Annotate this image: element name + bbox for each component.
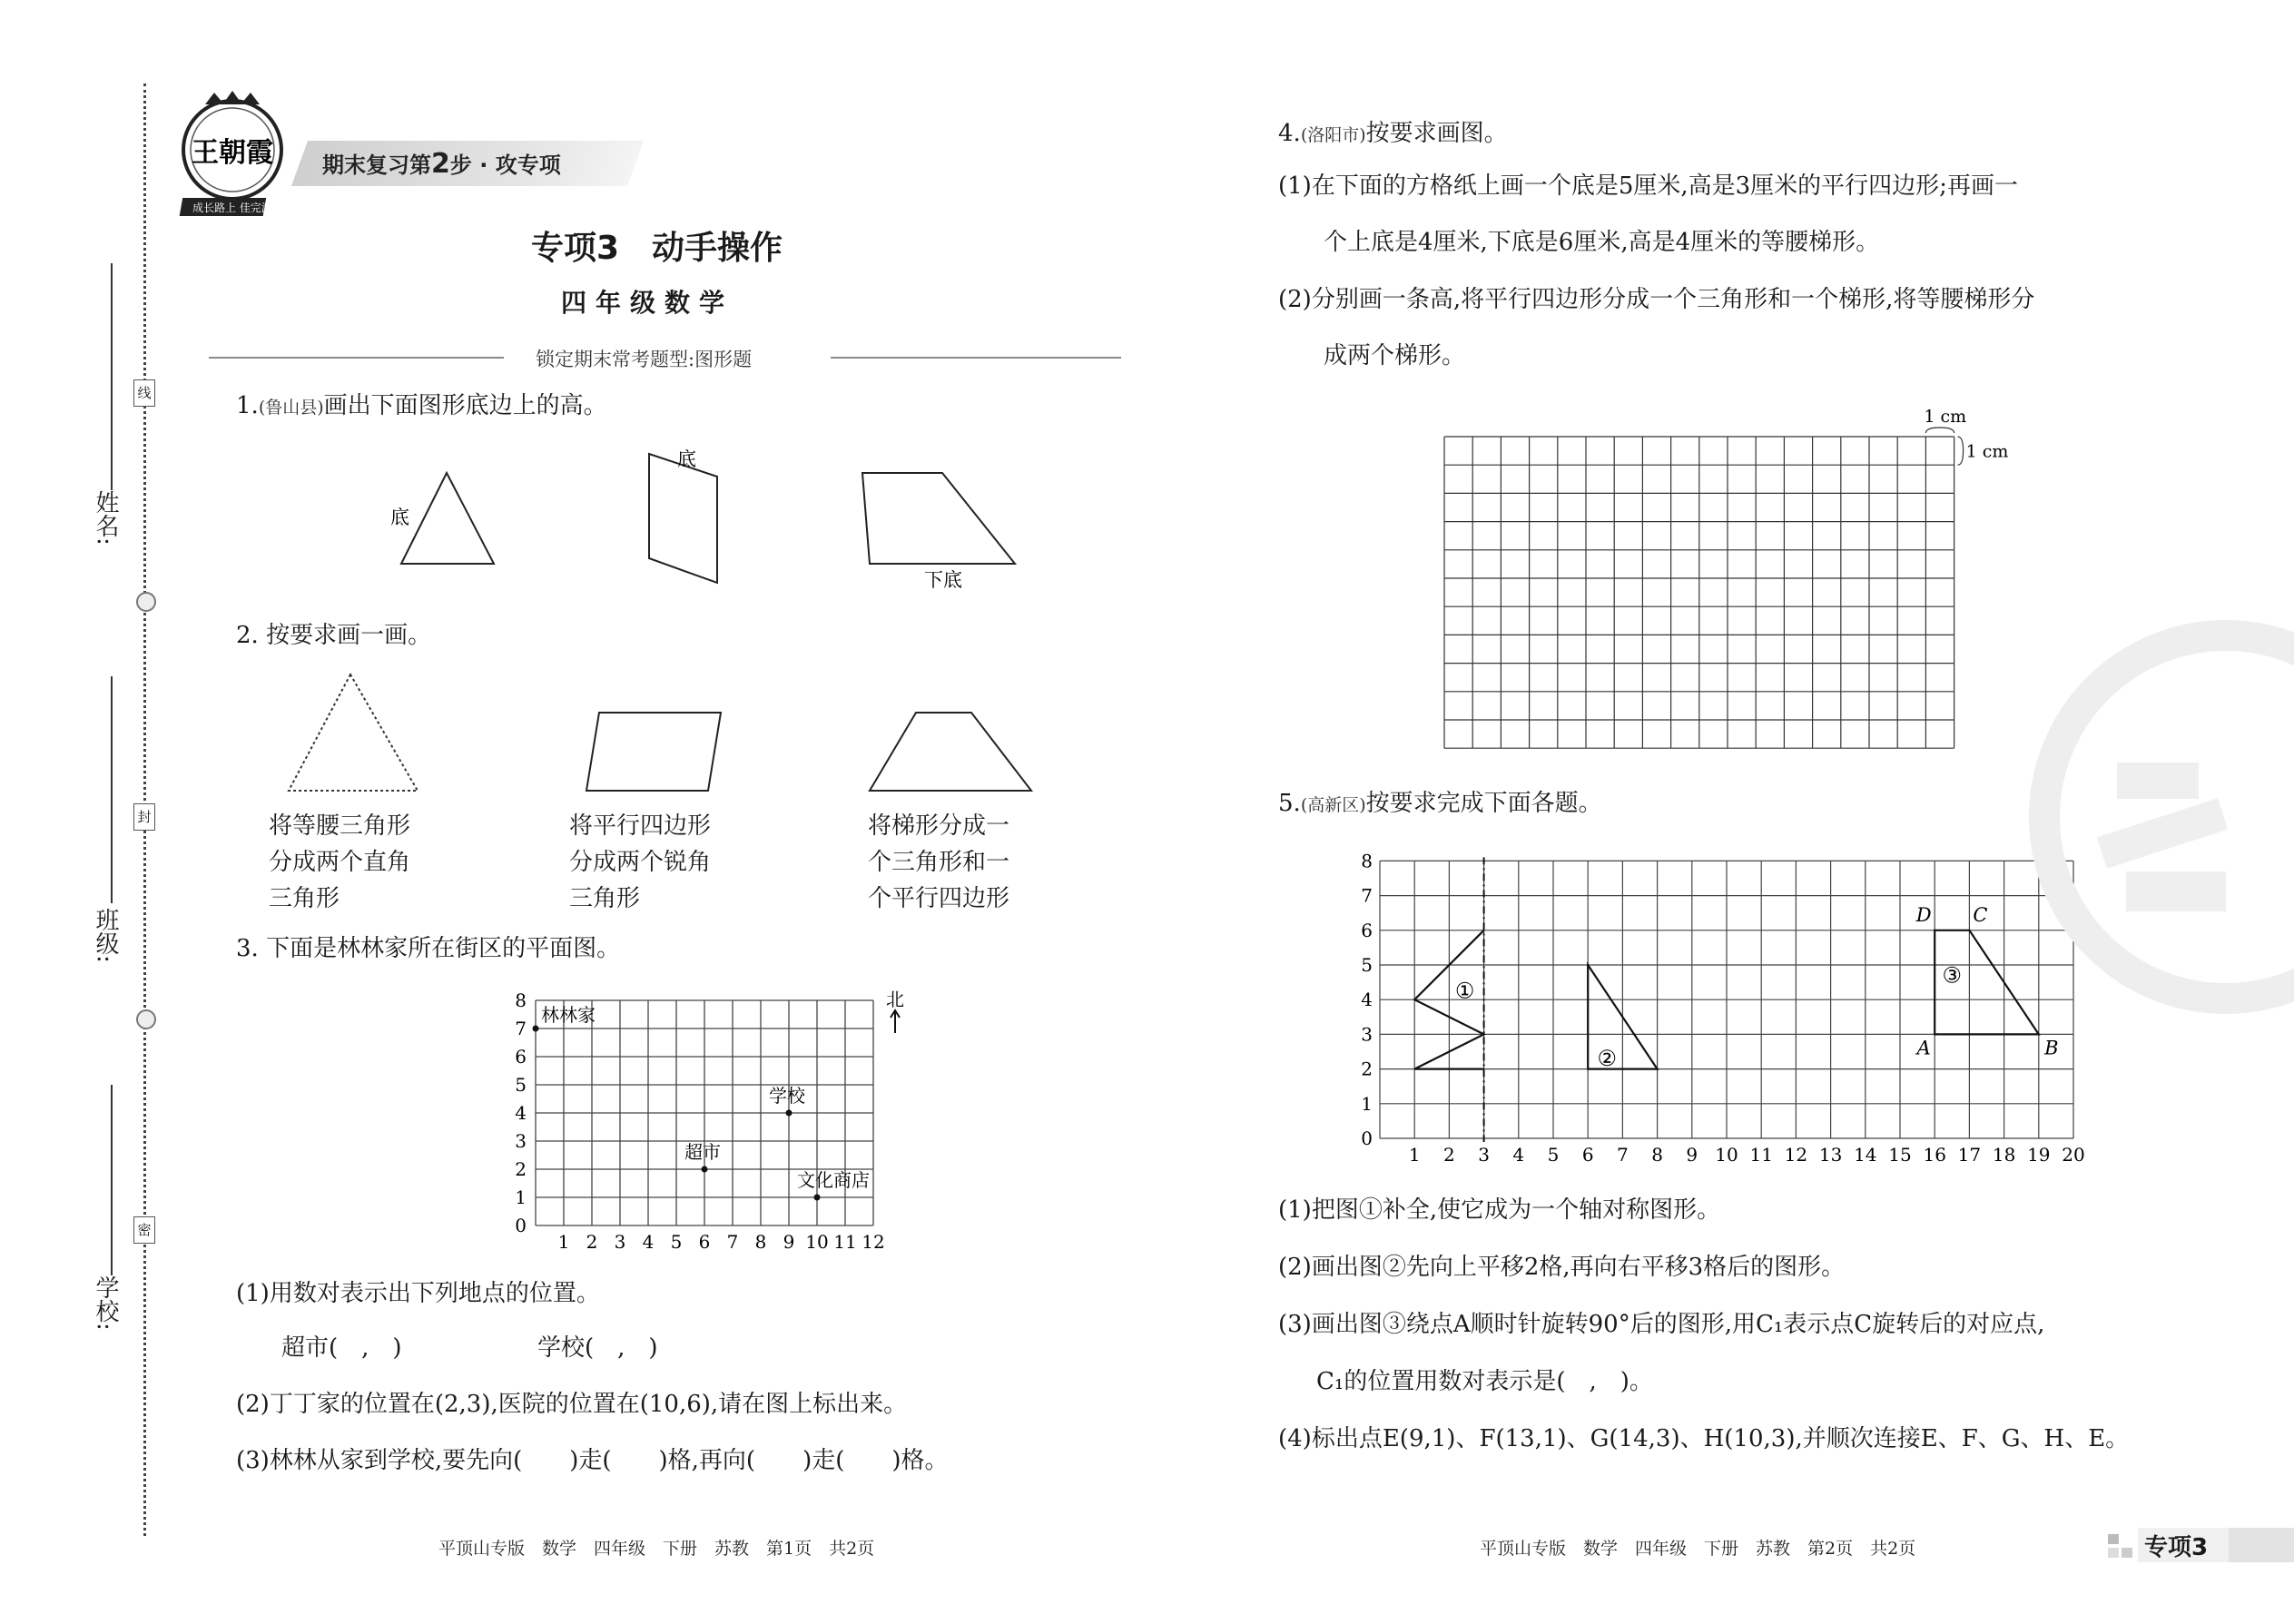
q5-x-tick: 11 — [1749, 1144, 1773, 1166]
q2-caption-2: 将平行四边形 分成两个锐角 三角形 — [569, 812, 712, 912]
binding-ornament-2 — [136, 1009, 156, 1029]
q3-sub3[interactable]: (3)林林从家到学校,要先向( )走( )格,再向( )走( )格。 — [236, 1447, 949, 1474]
q4-unit-horizontal: 1 cm — [1924, 407, 1967, 427]
q5-sub2: (2)画出图②先向上平移2格,再向右平移3格后的图形。 — [1278, 1254, 1846, 1281]
q3-y-tick: 8 — [515, 989, 527, 1011]
q5-x-tick: 15 — [1888, 1144, 1912, 1166]
q3-point — [814, 1195, 821, 1201]
page-subtitle: 四年级数学 — [561, 288, 734, 318]
q3-point-label: 超市 — [684, 1141, 721, 1163]
q4-prompt: 4.(洛阳市)按要求画图。 — [1278, 120, 1508, 147]
q2-figures — [272, 667, 1053, 803]
name-line — [111, 263, 113, 490]
class-label: 班级: — [92, 908, 119, 963]
divider-right — [831, 357, 1121, 359]
q3-point-label: 文化商店 — [797, 1169, 870, 1191]
q5-x-tick: 16 — [1923, 1144, 1946, 1166]
q5-x-tick: 3 — [1478, 1144, 1490, 1166]
name-label: 姓名: — [92, 490, 119, 546]
q5-vertex-label: D — [1915, 903, 1932, 926]
school-label: 学校: — [92, 1275, 119, 1331]
q5-x-tick: 9 — [1686, 1144, 1698, 1166]
seal-mark-secret: 密 — [133, 1216, 155, 1244]
divider-left — [209, 357, 504, 359]
q5-vertex-label: C — [1973, 903, 1988, 926]
seal-mark-seal: 封 — [133, 803, 155, 831]
q4-unit-brace-v — [1958, 437, 1964, 465]
q1-label-trapezoid-base: 下底 — [924, 569, 962, 591]
divider-text: 锁定期末常考题型:图形题 — [536, 349, 753, 370]
q4-square-grid[interactable] — [1434, 404, 2009, 763]
q3-north-label: 北 — [886, 989, 904, 1010]
q5-x-tick: 20 — [2062, 1144, 2085, 1166]
q5-x-tick: 13 — [1818, 1144, 1843, 1166]
q5-x-tick: 19 — [2027, 1144, 2051, 1166]
q5-x-tick: 8 — [1651, 1144, 1663, 1166]
q1-label-parallelogram-base: 底 — [677, 448, 696, 470]
q5-y-tick: 1 — [1361, 1092, 1373, 1115]
q3-x-tick: 2 — [586, 1231, 598, 1253]
q1-trapezoid — [862, 473, 1015, 564]
q3-point-label: 林林家 — [541, 1004, 596, 1026]
seal-mark-line: 线 — [133, 379, 155, 407]
q1-figures — [381, 440, 1035, 604]
page-title: 专项3 动手操作 — [531, 230, 783, 267]
q4-sub2-line2: 成两个梯形。 — [1324, 342, 1466, 369]
q3-x-tick: 3 — [614, 1231, 626, 1253]
q3-point — [533, 1026, 539, 1032]
q1-triangle — [401, 473, 494, 564]
q3-x-tick: 10 — [805, 1231, 829, 1253]
crown-icon — [205, 91, 260, 104]
tag-bar — [2229, 1528, 2294, 1562]
q5-x-tick: 6 — [1581, 1144, 1594, 1166]
q1-parallelogram — [649, 454, 717, 583]
q3-street-map-chart — [481, 989, 904, 1262]
q3-y-tick: 4 — [515, 1102, 527, 1124]
binding-ornament-1 — [136, 592, 156, 612]
q5-x-tick: 5 — [1547, 1144, 1560, 1166]
q4-sub2-line1: (2)分别画一条高,将平行四边形分成一个三角形和一个梯形,将等腰梯形分 — [1278, 286, 2035, 313]
q4-unit-brace-h — [1925, 428, 1954, 433]
q3-x-tick: 12 — [861, 1231, 885, 1253]
q3-x-tick: 8 — [754, 1231, 767, 1253]
q3-x-tick: 9 — [783, 1231, 795, 1253]
q5-y-tick: 6 — [1361, 919, 1373, 941]
q5-x-tick: 17 — [1957, 1144, 1982, 1166]
q3-y-tick: 2 — [515, 1158, 527, 1180]
q5-y-tick: 0 — [1361, 1127, 1373, 1149]
q4-sub1-line1: (1)在下面的方格纸上画一个底是5厘米,高是3厘米的平行四边形;再画一 — [1278, 172, 2018, 200]
footer-right: 平顶山专版 数学 四年级 下册 苏教 第2页 共2页 — [1480, 1539, 1916, 1559]
q3-x-tick: 7 — [726, 1231, 739, 1253]
q3-x-tick: 6 — [698, 1231, 711, 1253]
q5-x-tick: 1 — [1408, 1144, 1421, 1166]
q5-y-tick: 4 — [1361, 989, 1373, 1011]
q3-y-tick: 0 — [515, 1215, 527, 1236]
q3-prompt: 3. 下面是林林家所在街区的平面图。 — [236, 935, 621, 962]
logo-text: 王朝霞 — [192, 137, 273, 169]
q5-x-tick: 12 — [1784, 1144, 1808, 1166]
q1-prompt: 1.(鲁山县)画出下面图形底边上的高。 — [236, 392, 607, 419]
q3-x-tick: 1 — [557, 1231, 570, 1253]
banner-text: 期末复习第2步 · 攻专项 — [322, 148, 561, 180]
tag-squares-icon — [2108, 1534, 2133, 1558]
q2-parallelogram — [586, 713, 721, 791]
q5-vertex-label: B — [2044, 1037, 2059, 1059]
q5-sub4: (4)标出点E(9,1)、F(13,1)、G(14,3)、H(10,3),并顺次连接E、F、G、H、E。 — [1278, 1425, 2130, 1452]
q5-x-tick: 10 — [1715, 1144, 1738, 1166]
q3-point — [786, 1110, 793, 1117]
q3-y-tick: 6 — [515, 1046, 527, 1068]
q3-grid — [536, 1000, 873, 1225]
q5-grid-chart[interactable] — [1353, 844, 2106, 1171]
class-line — [111, 676, 113, 903]
q5-y-tick: 8 — [1361, 850, 1373, 872]
q5-x-tick: 7 — [1617, 1144, 1629, 1166]
q5-shape-label: ③ — [1942, 962, 1963, 989]
q2-caption-3: 将梯形分成一 个三角形和一 个平行四边形 — [868, 812, 1010, 912]
q5-x-tick: 18 — [1992, 1144, 2016, 1166]
logo-sub: 成长路上 佳完满天 — [192, 202, 283, 214]
q5-shape-label: ② — [1597, 1046, 1617, 1072]
q3-y-tick: 5 — [515, 1074, 527, 1096]
q3-point — [702, 1166, 708, 1173]
q3-y-tick: 1 — [515, 1186, 527, 1208]
q5-x-tick: 4 — [1512, 1144, 1525, 1166]
q3-x-tick: 5 — [670, 1231, 683, 1253]
q5-y-tick: 3 — [1361, 1023, 1373, 1046]
q3-y-tick: 3 — [515, 1130, 527, 1152]
q3-x-tick: 11 — [833, 1231, 857, 1253]
q2-caption-1: 将等腰三角形 分成两个直角 三角形 — [269, 812, 411, 912]
watermark-seal-icon — [2017, 626, 2294, 1008]
q4-grid-lines — [1444, 437, 1954, 748]
q5-y-tick: 2 — [1361, 1058, 1373, 1080]
section-tag: 专项3 — [2144, 1534, 2209, 1561]
q3-point-label: 学校 — [769, 1085, 805, 1107]
q3-sub1: (1)用数对表示出下列地点的位置。 — [236, 1280, 600, 1307]
q5-sub1: (1)把图①补全,使它成为一个轴对称图形。 — [1278, 1196, 1721, 1224]
q2-isosceles-triangle — [289, 674, 418, 791]
q3-sub2: (2)丁丁家的位置在(2,3),医院的位置在(10,6),请在图上标出来。 — [236, 1391, 908, 1418]
q5-vertex-label: A — [1916, 1037, 1931, 1059]
footer-left: 平顶山专版 数学 四年级 下册 苏教 第1页 共2页 — [438, 1539, 875, 1559]
q5-shape-label: ① — [1454, 978, 1475, 1004]
q5-x-tick: 14 — [1854, 1144, 1877, 1166]
q3-blank-supermarket[interactable]: 超市( , ) — [281, 1334, 402, 1362]
q5-y-tick: 7 — [1361, 884, 1373, 907]
q5-x-tick: 2 — [1443, 1144, 1455, 1166]
q3-y-tick: 7 — [515, 1018, 527, 1039]
q2-prompt: 2. 按要求画一画。 — [236, 622, 432, 649]
q4-unit-vertical: 1 cm — [1965, 441, 2009, 462]
school-line — [111, 1085, 113, 1275]
q3-blank-school[interactable]: 学校( , ) — [537, 1334, 658, 1362]
q2-trapezoid — [870, 713, 1031, 791]
q5-y-tick: 5 — [1361, 954, 1373, 976]
logo — [178, 91, 314, 227]
q3-x-tick: 4 — [642, 1231, 655, 1253]
q5-prompt: 5.(高新区)按要求完成下面各题。 — [1278, 790, 1602, 817]
q1-label-triangle-base: 底 — [390, 507, 409, 528]
q4-sub1-line2: 个上底是4厘米,下底是6厘米,高是4厘米的等腰梯形。 — [1324, 229, 1880, 256]
q5-sub3-line2[interactable]: C₁的位置用数对表示是( , )。 — [1316, 1368, 1653, 1395]
q5-sub3-line1: (3)画出图③绕点A顺时针旋转90°后的图形,用C₁表示点C旋转后的对应点, — [1278, 1311, 2045, 1338]
